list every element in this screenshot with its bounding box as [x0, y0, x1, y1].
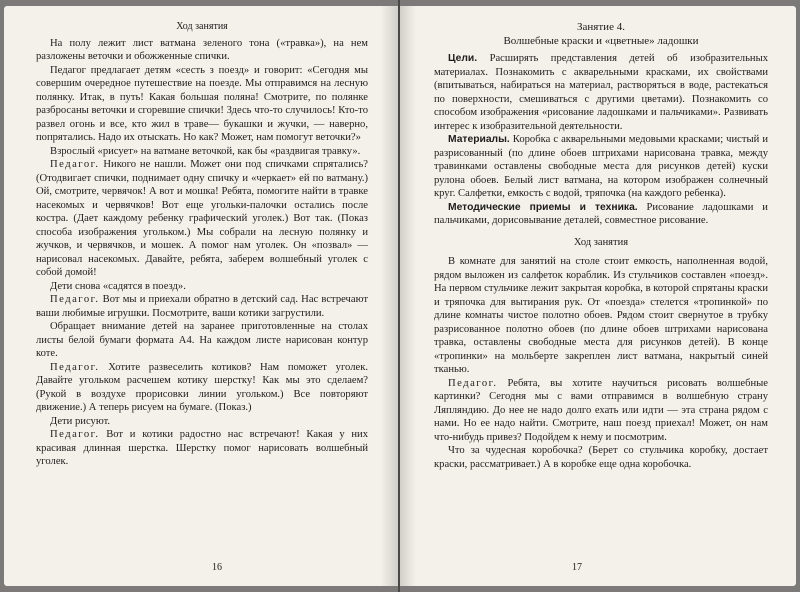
paragraph [36, 428, 368, 469]
paragraph [36, 415, 368, 429]
bold-label: Цели. [448, 53, 478, 64]
paragraph-text: Никого не нашли. Может они под спичками спрятались? (Отодвигает спички, поднимает одну спичку и «черкает» ей по ватману.) Ой, смотрите, червячок! А вот и мошка! Ребята, помогите найти в травке насекомых и червячков! Вот еще угольки-палочки остались после костра. (Дает каждому ребенку графический уголек.) Вот так. (Показ способа изображения угольком.) Мы собрали на лесную полянку и жучков, и червячков, и мошек. А помог нам уголек. Он «позвал» — нарисовал насекомых. Давайте, ребята, заберем волшебный уголек с собой домой! [36, 159, 368, 278]
paragraph [36, 280, 368, 294]
page-number: 16 [212, 561, 222, 573]
page-number: 17 [572, 561, 582, 573]
paragraph [36, 64, 368, 145]
right-page [400, 6, 796, 586]
paragraph [36, 320, 368, 361]
paragraph-text: Коробка с акварельными медовыми красками; чистый и разрисованный (по длине обоев штрихами нарисована травка, между травинками оставлены свободные места для рисунков детей) куски рулона обоев. Белый лист ватмана, на котором изображен солнечный круг. Салфетки, емкость с водой, тряпочка (на каждого ребенка). [434, 134, 768, 199]
paragraph-text: Хотите развеселить котиков? Нам поможет уголек. Давайте угольком расчешем котику шерстку! Как мы это сделаем? (Рукой в воздухе прорисовки линии угольком.) Все повторяют движение.) А теперь рисуем на бумаге. (Показ.) [36, 361, 368, 413]
paragraph-text: Вот и котики радостно нас встречают! Какая у них красивая длинная шерстка. Шерстку помог нарисовать волшебный уголек. [36, 429, 368, 467]
speaker-label: Педагог. [50, 429, 100, 440]
speaker-label: Педагог. [448, 377, 498, 389]
paragraph [434, 201, 768, 228]
paragraph-text: Ребята, вы хотите научиться рисовать волшебные картинки? Сегодня мы с вами отправимся в волшебную страну Ляпляндию. До нее не надо долго ехать или идти — эта страна рядом с нами. Но ее надо найти. Смотрите, наш поезд приехал! Может, он нам что-нибудь привез? Подойдем к нему и посмотрим. [434, 377, 768, 443]
chapter-heading [434, 20, 768, 48]
paragraph [434, 444, 768, 471]
book-spine [398, 0, 400, 592]
running-head: Ход занятия [176, 21, 228, 32]
right-page-body [434, 255, 768, 471]
paragraph-text: Вот мы и приехали обратно в детский сад. Нас встречают ваши любимые игрушки. Посмотрите, ваши котики загрустили. [36, 294, 368, 319]
chapter-number: Занятие 4. [577, 21, 625, 33]
paragraph-text: На полу лежит лист ватмана зеленого тона («травка»), на нем разложены веточки и обожженные спички. [36, 37, 368, 62]
paragraph [36, 145, 368, 159]
bold-label: Материалы. [448, 134, 510, 145]
speaker-label: Педагог. [50, 361, 100, 373]
right-page-intro [434, 52, 768, 228]
paragraph-text: Рисование ладошками и пальчиками, дорисовывание деталей, совместное рисование. [434, 201, 768, 226]
chapter-title: Волшебные краски и «цветные» ладошки [503, 35, 699, 47]
paragraph-text: Взрослый «рисует» на ватмане веточкой, как бы «раздвигая травку». [50, 145, 361, 157]
paragraph-text: Дети рисуют. [50, 415, 111, 427]
left-page-body [36, 37, 368, 469]
paragraph [434, 52, 768, 133]
speaker-label: Педагог. [50, 159, 100, 170]
speaker-label: Педагог. [50, 294, 100, 305]
paragraph-text: Педагог предлагает детям «сесть з поезд» и говорит: «Сегодня мы совершим очередное путешествие на поезде. Мы отправимся на лесную полянку. Итак, в путь! Какая большая поляна! Смотрите, по полянке разбросаны веточки и сгоревшие спички! Здесь что-то случилось! Кто-то развел огонь и все, кто жил в траве— букашки и жучки, — наверно, попрятались. Надо их отыскать. Но как? Может, нам помогут веточки?» [36, 64, 368, 143]
section-heading: Ход занятия [573, 236, 629, 248]
paragraph-text: Расширять представления детей об изобразительных материалах. Познакомить с акварельными красками, их свойствами (впитываться, набираться на материал, растворяться в воде, растекаться по поверхности, смешиваться с другими цветами). Познакомить со способом изображения «рисование ладошками и пальчиками». Развивать интерес к изобразительной деятельности. [434, 53, 768, 132]
paragraph [36, 361, 368, 415]
paragraph-text: В комнате для занятий на столе стоит емкость, наполненная водой, рядом выложен из салфеток кораблик. Из стульчиков составлен «поезд». На первом стульчике лежит закрытая коробка, в которой спрятаны краски и тряпочка для вытирания рук. От «поезда» стелется «тропинкой» по длине комнаты чистое полотно обоев. Рядом стоит свернутое в трубку разрисованное полотно обоев (по длине обоев штрихами нарисована травка, оставлены свободные места для рисунков детей). В конце «тропинки» на мольберте закреплен лист ватмана, накрытый синей тканью. [434, 256, 768, 375]
paragraph [434, 255, 768, 377]
paragraph [36, 158, 368, 280]
paragraph [434, 133, 768, 201]
paragraph [434, 377, 768, 445]
paragraph-text: Дети снова «садятся в поезд». [50, 280, 186, 292]
paragraph [36, 37, 368, 64]
paragraph-text: Что за чудесная коробочка? (Берет со стульчика коробку, достает краски, рассматривает.) А в коробке еще одна коробочка. [434, 445, 768, 470]
paragraph-text: Обращает внимание детей на заранее приготовленные на столах листы белой бумаги формата А4. На каждом листе нарисован контур коте. [36, 321, 368, 359]
bold-label: Методические приемы и техника. [448, 201, 638, 213]
paragraph [36, 293, 368, 320]
left-page [4, 6, 398, 586]
